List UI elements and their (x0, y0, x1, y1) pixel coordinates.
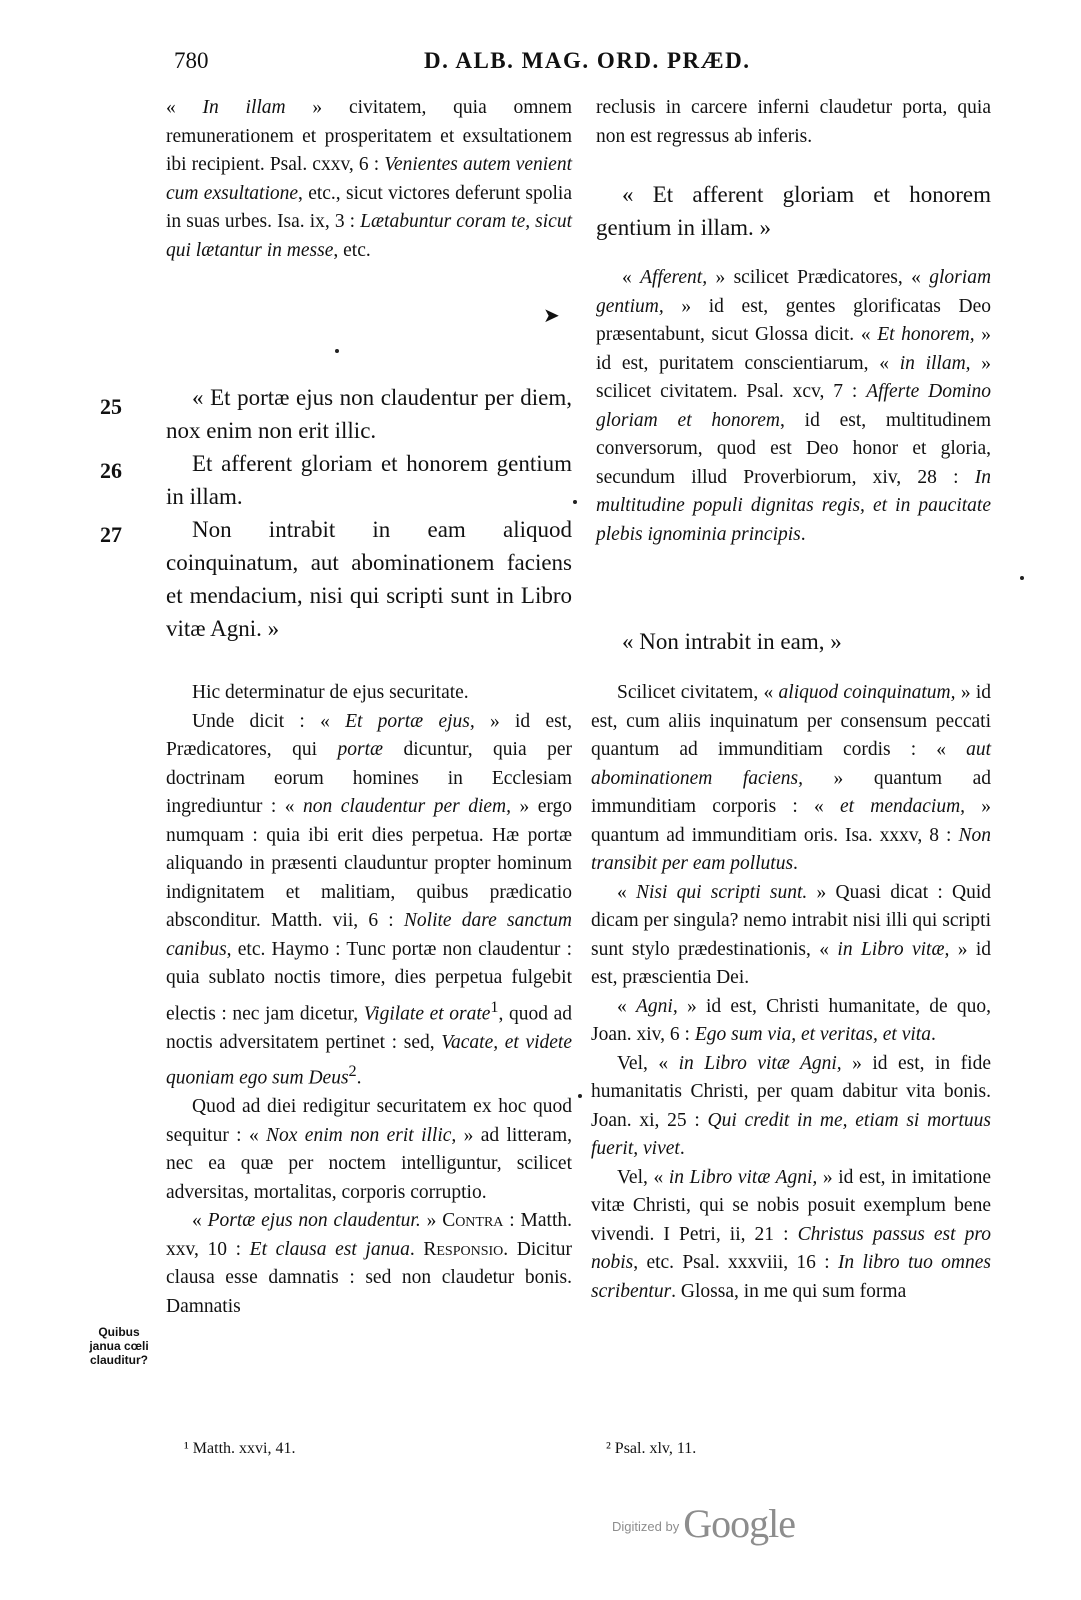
right-top-commentary (596, 94, 991, 151)
paragraph: Quod ad diei redigitur securitatem ex hoc quod sequitur : « Nox enim non erit illic, » ad litteram, nec ea quæ per noctem intelliguntur, scilicet adversitas, mortalitas, corporis corruptio. (166, 1096, 573, 1203)
digitized-watermark: $^{Digitized by}$ Google (612, 1501, 795, 1546)
verse-lemma: « Et afferent gloriam et honorem gentium in illam. » (596, 182, 991, 240)
paragraph: « Nisi qui scripti sunt. » Quasi dicat : Quid dicam per singula? nemo intrabit nisi illi qui scripti sunt stylo prædestinationis, « in Libro vitæ, » id est, præscientia Dei. (591, 881, 992, 988)
ink-dot (578, 1094, 582, 1098)
right-verse-lemma (596, 625, 991, 658)
verse-lemma: « Non intrabit in eam, » (622, 629, 842, 654)
left-top-commentary (166, 94, 572, 265)
paragraph: Unde dicit : « Et portæ ejus, » id est, Prædicatores, qui portæ dicuntur, quia per doctrinam eorum homines in Ecclesiam ingrediuntur : « non claudentur per diem, » ergo numquam : quia ibi erit dies perpetua. Hæ portæ aliquando in præsenti clauduntur propter hominum indignitatem et malitiam, quibus prædicatio absconditur. Matth. vii, 6 : Nolite dare sanctum canibus, etc. Haymo : Tunc portæ non claudentur : quia sublato noctis timore, dies perpetua fulgebit electis : nec jam dicetur, Vigilate et orate$^1$, quod ad noctis adversitatem pertinet : sed, Vacate, et videte quoniam ego sum Deus$^2$. (166, 710, 573, 1089)
paragraph: Vel, « in Libro vitæ Agni, » id est, in imitatione vitæ Christi, qui se nobis posuit exemplum bene vivendi. I Petri, ii, 21 : Christus passus est pro nobis, etc. Psal. xxxviii, 16 : In libro tuo omnes scribentur. Glossa, in me qui sum forma (591, 1166, 992, 1302)
paragraph: Hic determinatur de ejus securitate. (192, 682, 469, 703)
paragraph: « Agni, » id est, Christi humanitate, de quo, Joan. xiv, 6 : Ego sum via, et veritas, et vita. (591, 995, 992, 1045)
ink-dot (1020, 576, 1024, 580)
verse-number: 27 (100, 522, 122, 547)
paragraph: Scilicet civitatem, « aliquod coinquinatum, » id est, cum aliis inquinatum per consensum peccati quantum ad immunditiam cordis : « aut abominationem faciens, » quantum ad immunditiam corporis : « et mendacium, » quantum ad immunditiam oris. Isa. xxxv, 8 : Non transibit per eam pollutus. (591, 682, 992, 874)
footnote: ² Psal. xlv, 11. (606, 1440, 697, 1457)
running-title: D. ALB. MAG. ORD. PRÆD. (424, 48, 751, 73)
verse-number: 25 (100, 394, 122, 419)
page-number: 780 (174, 48, 209, 73)
printers-mark: ➤ (543, 305, 560, 327)
verse-number: 26 (100, 458, 122, 483)
right-bottom-commentary (591, 679, 991, 1306)
paragraph: « Portæ ejus non claudentur. » Contra : Matth. xxv, 10 : Et clausa est janua. Responsio. Dicitur clausa esse damnatis : sed non claudetur bonis. Damnatis (166, 1210, 573, 1317)
verse-text: Non intrabit in eam aliquod coinquinatum, aut abominationem faciens et mendacium, nisi qui scripti sunt in Libro vitæ Agni. » (166, 517, 572, 641)
verse-text: Et afferent gloriam et honorem gentium in illam. (166, 451, 572, 509)
google-logo: Google (683, 1501, 795, 1546)
right-verse-lemma (596, 178, 991, 244)
paragraph: Vel, « in Libro vitæ Agni, » id est, in fide humanitatis Christi, per quam dabitur vita bonis. Joan. xi, 25 : Qui credit in me, etiam si mortuus fuerit, vivet. (591, 1052, 992, 1159)
ink-dot (335, 349, 339, 353)
paragraph: « Afferent, » scilicet Prædicatores, « gloriam gentium, » id est, gentes glorificatas Deo præsentabunt, sicut Glossa dicit. « Et honorem, » id est, puritatem conscientiarum, « in illam, » scilicet civitatem. Psal. xcv, 7 : Afferte Domino gloriam et honorem, id est, multitudinem conversorum, quod est Deo honor et gloria, secundum illud Proverbiorum, xiv, 28 : In multitudine populi dignitas regis, et in paucitate plebis ignominia principis. (596, 267, 992, 545)
footnote: ¹ Matth. xxvi, 41. (184, 1440, 296, 1457)
verse-text: « Et portæ ejus non claudentur per diem, nox enim non erit illic. (166, 385, 572, 443)
right-middle-commentary (596, 264, 991, 549)
scripture-verses (166, 381, 572, 645)
paragraph: « In illam » civitatem, quia omnem remunerationem et prosperitatem et exsultationem ibi recipient. Psal. cxxv, 6 : Venientes autem venient cum exsultatione, etc., sicut victores deferunt spolia in suas urbes. Isa. ix, 3 : Lætabuntur coram te, sicut qui lætantur in messe, etc. (166, 97, 573, 261)
paragraph: reclusis in carcere inferni claudetur porta, quia non est regressus ab inferis. (596, 97, 991, 147)
ink-dot (573, 500, 577, 504)
margin-note: Quibus janua cœli clauditur? (89, 1325, 149, 1367)
left-bottom-commentary (166, 679, 572, 1321)
